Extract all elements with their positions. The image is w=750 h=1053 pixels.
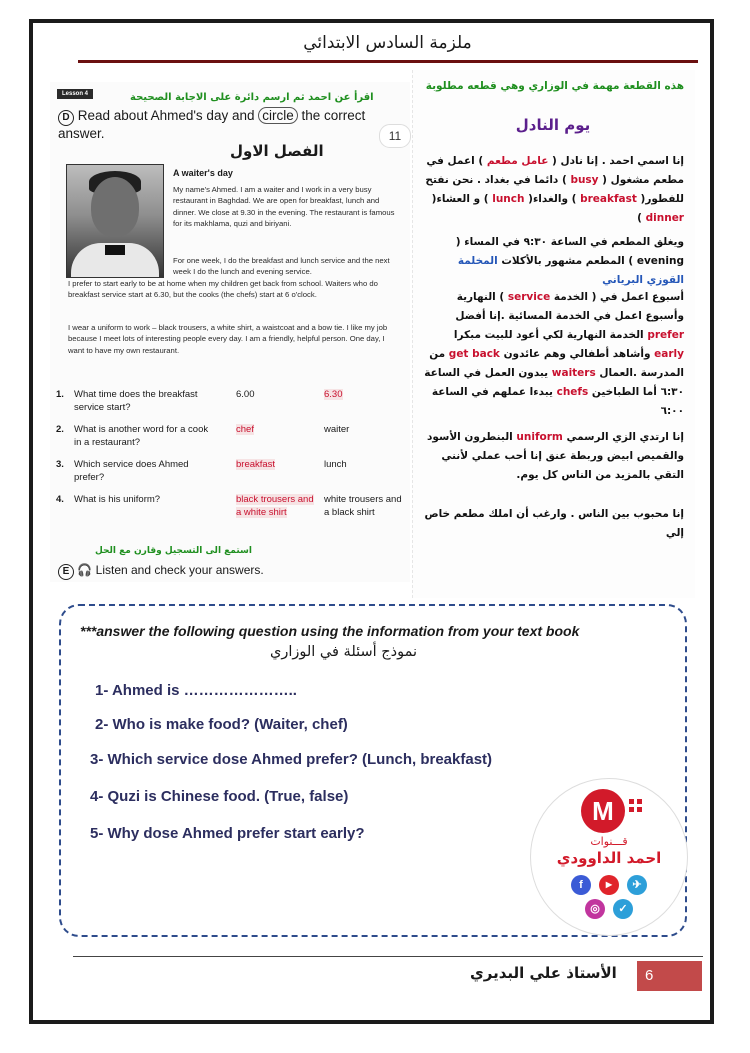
circled-word: circle (258, 107, 298, 124)
mcq-question: What time does the breakfast service start? (74, 389, 198, 413)
keyword: waiters (551, 367, 596, 379)
paragraph-text: البنطرون الأسود والقميص ابيض وربطة عنق إنا أحب عملي لأنني التقي بالمزيد من الناس كل يوم. (427, 431, 684, 481)
listen-instruction-arabic: استمع الى التسجيل وقارن مع الحل (95, 546, 252, 556)
paragraph-text: وأشاهد أطفالي وهم عائدون (499, 348, 655, 360)
lesson-tag: Lesson 4 (57, 89, 93, 99)
paragraph-text: ) (637, 212, 646, 224)
arabic-paragraph (422, 233, 684, 290)
reading-paragraph-2a: For one week, I do the breakfast and lunch service and the next week I do the lunch and evening service. (173, 256, 390, 277)
e-badge: E (58, 564, 74, 580)
logo-channels-label: قـــنوات (590, 835, 628, 848)
paragraph-text: إنا محبوب بين الناس . وارغب أن املك مطعم خاص إلي (424, 508, 684, 539)
reading-paragraph-2b: I prefer to start early to be at home when my children get back from school. Waiters who do breakfast service start at 6.30, but the cooks (the chefs) start at 6 o'clock. (68, 279, 378, 300)
arabic-paragraph (422, 428, 684, 485)
mcq-option-b[interactable] (324, 494, 402, 519)
logo-dots-icon (629, 799, 645, 815)
paragraph-text: ) دائما في بغداد . نحن نفتح للفطور( (425, 174, 684, 205)
telegram-icon[interactable]: ✈ (627, 875, 647, 895)
d-badge: D (58, 110, 74, 126)
reading-paragraph-1: My name's Ahmed. I am a waiter and I work in a very busy restaurant in Baghdad. We are open for breakfast, lunch and dinner. We close at 9.30 in the evening. The restaurant is famous for its makhlama, quzi and biriyani. (173, 185, 395, 229)
instruction-d (58, 108, 388, 142)
footer-divider (73, 956, 703, 957)
questions-subheading: نموذج أسئلة في الوزاري (270, 644, 418, 660)
paragraph-text: إنا اسمي احمد . إنا نادل ( (548, 155, 684, 167)
paragraph-text: ويغلق المطعم في الساعة ٩:٣٠ في المساء ( (455, 236, 684, 248)
instagram-icon[interactable]: ◎ (585, 899, 605, 919)
mcq-number: 1. (56, 389, 64, 400)
keyword: service (507, 291, 551, 303)
keyword: get back (448, 348, 500, 360)
paragraph-text: إنا ارتدي الزي الرسمي (562, 431, 684, 443)
mcq-question: What is another word for a cook in a restaurant? (74, 424, 209, 448)
arabic-paragraph (422, 505, 684, 543)
mcq-option-a[interactable] (236, 459, 314, 472)
facebook-icon[interactable]: f (571, 875, 591, 895)
reading-paragraph-3: I wear a uniform to work – black trousers, a white shirt, a waistcoat and a bow tie. I like my job because I meet lots of interesting people every day. I am a friendly, helpful person. One day, I want to have my own restaurant. (68, 323, 388, 355)
book-page-number: 11 (379, 124, 411, 148)
correct-answer: breakfast (236, 459, 276, 470)
mcq-option-b[interactable] (324, 459, 402, 472)
mcq-question: What is his uniform? (74, 494, 161, 505)
paragraph-text: يبدون العمل في الساعة ٦:٣٠ أما الطباخين (424, 367, 684, 398)
paragraph-text: أسبوع اعمل في ( الخدمة (550, 291, 684, 303)
listen-text: Listen and check your answers. (95, 563, 264, 577)
arabic-paragraph (422, 152, 684, 228)
headphones-icon: 🎧 (77, 563, 93, 577)
footer-page-number: 6 (637, 961, 702, 991)
mcq-number: 4. (56, 494, 64, 505)
channel-logo (530, 778, 688, 936)
paragraph-text: يبدءا عملهم في الساعة ٦:٠٠ (431, 386, 684, 417)
instruction-arabic: اقرأ عن احمد ثم ارسم دائرة على الاجابة الصحيحة (130, 92, 374, 103)
question-item: 2- Who is make food? (Waiter, chef) (95, 716, 348, 733)
option-text: waiter (324, 424, 350, 435)
mcq-option-a[interactable] (236, 424, 314, 437)
option-text: 6.00 (236, 389, 255, 400)
option-text: lunch (324, 459, 347, 470)
logo-name: احمد الداوودي (556, 849, 662, 867)
teacher-name: الأستاذ علي البديري (470, 964, 617, 982)
mcq-question: Which service does Ahmed prefer? (74, 459, 189, 483)
question-item: 3- Which service dose Ahmed prefer? (Lunch, breakfast) (90, 751, 493, 768)
twitter-icon[interactable]: ✓ (613, 899, 633, 919)
youtube-icon[interactable]: ▶ (599, 875, 619, 895)
waiter-photo (66, 164, 164, 278)
keyword: المخلمة القوزي البرياني (457, 255, 684, 286)
chapter-title: الفصل الاول (230, 142, 324, 160)
right-title: يوم النادل (515, 116, 591, 134)
question-item: 5- Why dose Ahmed prefer start early? (90, 825, 365, 842)
listen-instruction (58, 563, 264, 580)
questions-heading: ***answer the following question using the information from your text book (80, 623, 580, 639)
paragraph-text: من المدرسة .العمال (429, 348, 684, 379)
right-note: هذه القطعة مهمة في الوزاري وهي قطعه مطلوبة (425, 80, 684, 92)
keyword: busy (570, 174, 599, 186)
mcq-option-b[interactable] (324, 424, 402, 437)
question-item: 4- Quzi is Chinese food. (True, false) (90, 788, 349, 805)
reading-title: A waiter's day (173, 168, 233, 178)
keyword: lunch (492, 193, 525, 205)
mcq-number: 2. (56, 424, 64, 435)
question-item: 1- Ahmed is ………………….. (95, 682, 297, 699)
mcq-option-b[interactable] (324, 389, 402, 402)
keyword: breakfast (580, 193, 637, 205)
logo-m-icon: M (581, 789, 625, 833)
keyword: dinner (645, 212, 684, 224)
keyword: prefer (647, 329, 684, 341)
instruction-part-1: Read about Ahmed's day and (77, 108, 255, 123)
keyword: evening (636, 255, 684, 267)
paragraph-text: ) و العشاء( (431, 193, 493, 205)
arabic-paragraph (422, 288, 684, 421)
mcq-option-a[interactable] (236, 389, 314, 402)
keyword: uniform (516, 431, 563, 443)
correct-answer: chef (236, 424, 254, 435)
paragraph-text: ) المطعم مشهور بالأكلات (497, 255, 637, 267)
correct-answer: 6.30 (324, 389, 343, 400)
instruction-part-2: the correct answer. (58, 108, 366, 141)
paragraph-text: الخدمة النهارية لكي أعود للبيت مبكرا (453, 329, 648, 341)
page-header-title: ملزمة السادس الابتدائي (303, 33, 472, 53)
keyword: عامل مطعم (486, 155, 549, 167)
mcq-number: 3. (56, 459, 64, 470)
header-divider (78, 60, 698, 63)
option-text: white trousers and a black shirt (324, 494, 402, 518)
keyword: early (654, 348, 684, 360)
paragraph-text: ) النهارية وأسبوع اعمل في الخدمة المسائية .إنا أفضل (455, 291, 684, 322)
paragraph-text: ) اعمل في مطعم مشغول ( (426, 155, 684, 186)
paragraph-text: ) والغداء( (524, 193, 581, 205)
keyword: chefs (556, 386, 589, 398)
mcq-option-a[interactable] (236, 494, 314, 519)
correct-answer: black trousers and a white shirt (236, 494, 314, 518)
